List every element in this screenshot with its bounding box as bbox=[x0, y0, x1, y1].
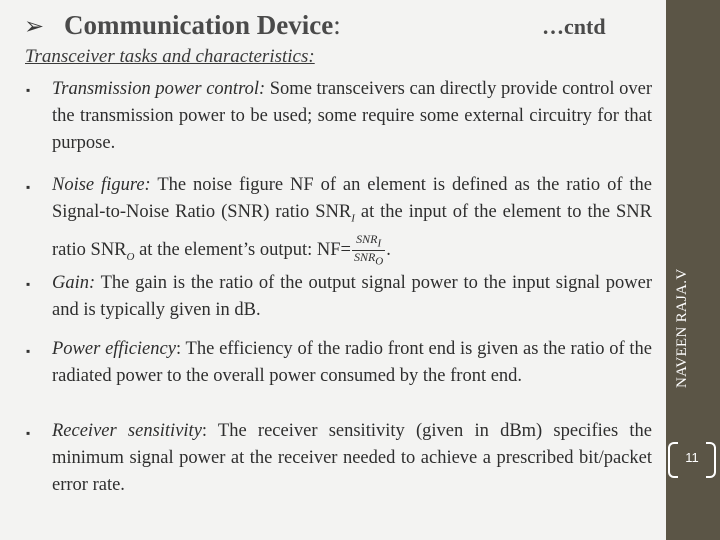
list-item-receiver-sensitivity: Receiver sensitivity: The receiver sensitivity (given in dBm) specifies the minimum signal power at the receiver needed to achieve a prescribed bit/packet error rate. bbox=[52, 421, 652, 495]
square-bullet-icon: ▪ bbox=[26, 180, 31, 194]
slide-title bbox=[24, 6, 654, 46]
square-bullet-icon: ▪ bbox=[26, 344, 31, 358]
title-text: Communication Device: bbox=[64, 10, 341, 40]
arrow-bullet-icon: ➢ bbox=[24, 12, 45, 40]
continued-label: …cntd bbox=[542, 14, 606, 39]
list-item-gain: Gain: The gain is the ratio of the output signal power to the input signal power and is typically given in dB. bbox=[52, 273, 652, 320]
subheading: Transceiver tasks and characteristics: bbox=[25, 46, 315, 67]
square-bullet-icon: ▪ bbox=[26, 83, 31, 97]
list-item-noise-figure: Noise figure: The noise figure NF of an element is defined as the ratio of the Signal-to-Noise Ratio (SNR) ratio $SNR_I$ at the input of the element to the SNR ratio $SNR_O$ at the element’s output: NF= $\frac{SNR_I}{SNR_O}$ . bbox=[52, 175, 653, 268]
list-item-transmission-power: Transmission power control: Some transceivers can directly provide control over the transmission power to be used; some require some external circuitry for that purpose. bbox=[52, 79, 652, 153]
list-item-power-efficiency: Power efficiency: The efficiency of the radio front end is given as the ratio of the radiated power to the overall power consumed by the front end. bbox=[52, 339, 652, 386]
page-number: 11 bbox=[668, 440, 716, 478]
noise-figure-fraction: $\frac{SNR_I}{SNR_O}$ bbox=[353, 231, 384, 268]
square-bullet-icon: ▪ bbox=[26, 426, 31, 440]
square-bullet-icon: ▪ bbox=[26, 277, 31, 291]
